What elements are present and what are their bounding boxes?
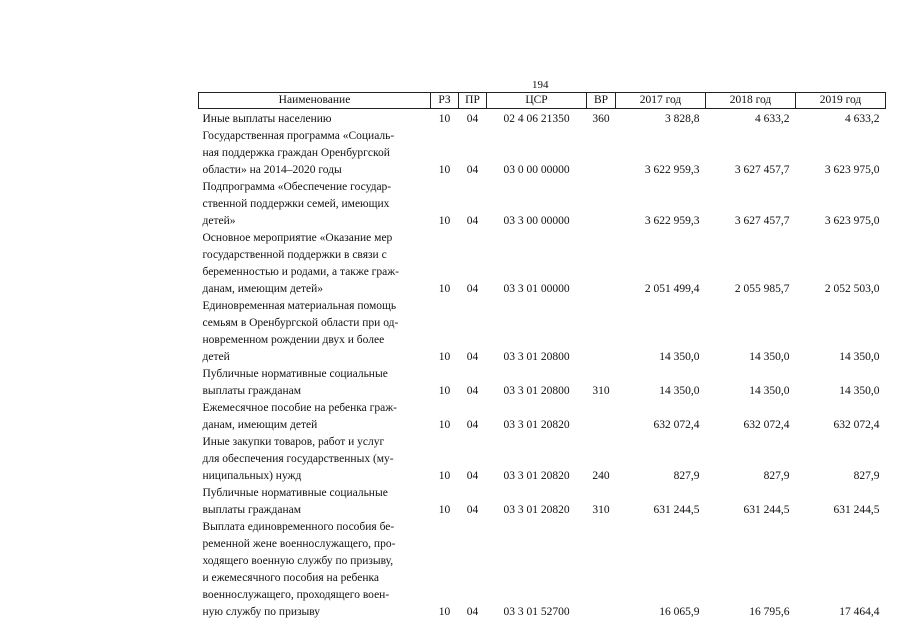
cell-vr bbox=[587, 128, 616, 179]
cell-y2017: 631 244,5 bbox=[653, 504, 700, 516]
cell-y2018: 632 072,4 bbox=[743, 419, 790, 431]
header-2017: 2017 год bbox=[616, 93, 706, 109]
header-csr: ЦСР bbox=[487, 93, 587, 109]
cell-csr: 03 0 00 00000 bbox=[503, 164, 570, 176]
table-row bbox=[199, 400, 886, 434]
cell-y2017: 827,9 bbox=[673, 470, 700, 482]
table-row bbox=[199, 109, 886, 129]
cell-name: Иные выплаты населению bbox=[202, 113, 332, 125]
cell-pr: 04 bbox=[466, 385, 479, 397]
budget-table bbox=[198, 92, 886, 621]
cell-vr: 310 bbox=[592, 385, 610, 397]
cell-y2019: 632 072,4 bbox=[833, 419, 880, 431]
cell-pr: 04 bbox=[466, 283, 479, 295]
cell-y2019: 827,9 bbox=[853, 470, 880, 482]
cell-csr: 03 3 01 52700 bbox=[503, 606, 570, 618]
cell-vr: 240 bbox=[592, 470, 610, 482]
cell-y2018: 2 055 985,7 bbox=[734, 283, 790, 295]
cell-y2017: 632 072,4 bbox=[653, 419, 700, 431]
cell-name: Подпрограмма «Обеспечение государ- ственной поддержки семей, имеющих детей» bbox=[202, 181, 392, 227]
cell-y2018: 14 350,0 bbox=[749, 385, 790, 397]
cell-rz: 10 bbox=[438, 385, 451, 397]
cell-rz: 10 bbox=[438, 470, 451, 482]
cell-y2018: 827,9 bbox=[763, 470, 790, 482]
cell-name: Иные закупки товаров, работ и услуг для обеспечения государственных (му- ниципальных) нужд bbox=[202, 436, 394, 482]
cell-y2018: 3 627 457,7 bbox=[734, 164, 790, 176]
cell-pr: 04 bbox=[466, 351, 479, 363]
cell-rz: 10 bbox=[438, 504, 451, 516]
table-row bbox=[199, 179, 886, 230]
table-row bbox=[199, 519, 886, 621]
page-number: 194 bbox=[532, 79, 549, 91]
cell-y2019: 4 633,2 bbox=[845, 113, 880, 125]
cell-pr: 04 bbox=[466, 470, 479, 482]
cell-y2018: 16 795,6 bbox=[749, 606, 790, 618]
header-pr: ПР bbox=[459, 93, 487, 109]
cell-y2019: 2 052 503,0 bbox=[824, 283, 880, 295]
cell-csr: 03 3 01 20820 bbox=[503, 470, 570, 482]
cell-name: Публичные нормативные социальные выплаты гражданам bbox=[202, 487, 388, 516]
table-row bbox=[199, 366, 886, 400]
cell-name: Публичные нормативные социальные выплаты гражданам bbox=[202, 368, 388, 397]
cell-vr bbox=[587, 400, 616, 434]
table-row bbox=[199, 434, 886, 485]
cell-name: Основное мероприятие «Оказание мер государственной поддержки в связи с беременностью и родами, а также граж- данам, имеющим детей» bbox=[202, 232, 400, 295]
cell-y2019: 17 464,4 bbox=[839, 606, 880, 618]
table-header-row bbox=[199, 93, 886, 109]
cell-y2017: 14 350,0 bbox=[659, 385, 700, 397]
cell-csr: 03 3 01 20800 bbox=[503, 351, 570, 363]
cell-y2017: 16 065,9 bbox=[659, 606, 700, 618]
cell-y2017: 3 622 959,3 bbox=[644, 164, 700, 176]
header-2018: 2018 год bbox=[706, 93, 796, 109]
cell-y2018: 14 350,0 bbox=[749, 351, 790, 363]
cell-vr: 360 bbox=[592, 113, 610, 125]
cell-vr bbox=[587, 179, 616, 230]
cell-rz: 10 bbox=[438, 164, 451, 176]
cell-pr: 04 bbox=[466, 504, 479, 516]
cell-y2019: 631 244,5 bbox=[833, 504, 880, 516]
cell-name: Ежемесячное пособие на ребенка граж- данам, имеющим детей bbox=[202, 402, 398, 431]
table-row bbox=[199, 128, 886, 179]
cell-vr bbox=[587, 230, 616, 298]
cell-rz: 10 bbox=[438, 606, 451, 618]
cell-csr: 03 3 00 00000 bbox=[503, 215, 570, 227]
cell-vr bbox=[587, 298, 616, 366]
cell-y2018: 3 627 457,7 bbox=[734, 215, 790, 227]
cell-pr: 04 bbox=[466, 113, 479, 125]
cell-rz: 10 bbox=[438, 419, 451, 431]
header-rz: РЗ bbox=[431, 93, 459, 109]
cell-y2019: 3 623 975,0 bbox=[824, 164, 880, 176]
cell-y2017: 2 051 499,4 bbox=[644, 283, 700, 295]
cell-vr bbox=[587, 519, 616, 621]
cell-csr: 02 4 06 21350 bbox=[503, 113, 570, 125]
cell-rz: 10 bbox=[438, 113, 451, 125]
header-2019: 2019 год bbox=[796, 93, 886, 109]
header-vr: ВР bbox=[587, 93, 616, 109]
cell-name: Выплата единовременного пособия бе- ременной жене военнослужащего, про- ходящего военную службу по призыву, и ежемесячного пособия на ребенка военнослужащего, проходящего воен- ную службу по призыву bbox=[202, 521, 396, 618]
cell-y2017: 3 828,8 bbox=[665, 113, 700, 125]
cell-rz: 10 bbox=[438, 351, 451, 363]
cell-y2019: 14 350,0 bbox=[839, 351, 880, 363]
table-row bbox=[199, 230, 886, 298]
cell-csr: 03 3 01 20820 bbox=[503, 419, 570, 431]
cell-y2018: 4 633,2 bbox=[755, 113, 790, 125]
table-row bbox=[199, 485, 886, 519]
cell-csr: 03 3 01 20820 bbox=[503, 504, 570, 516]
cell-pr: 04 bbox=[466, 606, 479, 618]
cell-csr: 03 3 01 20800 bbox=[503, 385, 570, 397]
cell-rz: 10 bbox=[438, 283, 451, 295]
header-name: Наименование bbox=[199, 93, 431, 109]
cell-y2019: 14 350,0 bbox=[839, 385, 880, 397]
cell-y2019: 3 623 975,0 bbox=[824, 215, 880, 227]
cell-pr: 04 bbox=[466, 419, 479, 431]
cell-rz: 10 bbox=[438, 215, 451, 227]
cell-name: Единовременная материальная помощь семьям в Оренбургской области при од- новременном рождении двух и более детей bbox=[202, 300, 399, 363]
cell-vr: 310 bbox=[592, 504, 610, 516]
cell-y2017: 14 350,0 bbox=[659, 351, 700, 363]
table-row bbox=[199, 298, 886, 366]
cell-name: Государственная программа «Социаль- ная поддержка граждан Оренбургской области» на 2014–2020 годы bbox=[202, 130, 395, 176]
cell-csr: 03 3 01 00000 bbox=[503, 283, 570, 295]
cell-y2018: 631 244,5 bbox=[743, 504, 790, 516]
cell-y2017: 3 622 959,3 bbox=[644, 215, 700, 227]
cell-pr: 04 bbox=[466, 215, 479, 227]
cell-pr: 04 bbox=[466, 164, 479, 176]
table-body bbox=[199, 109, 886, 622]
